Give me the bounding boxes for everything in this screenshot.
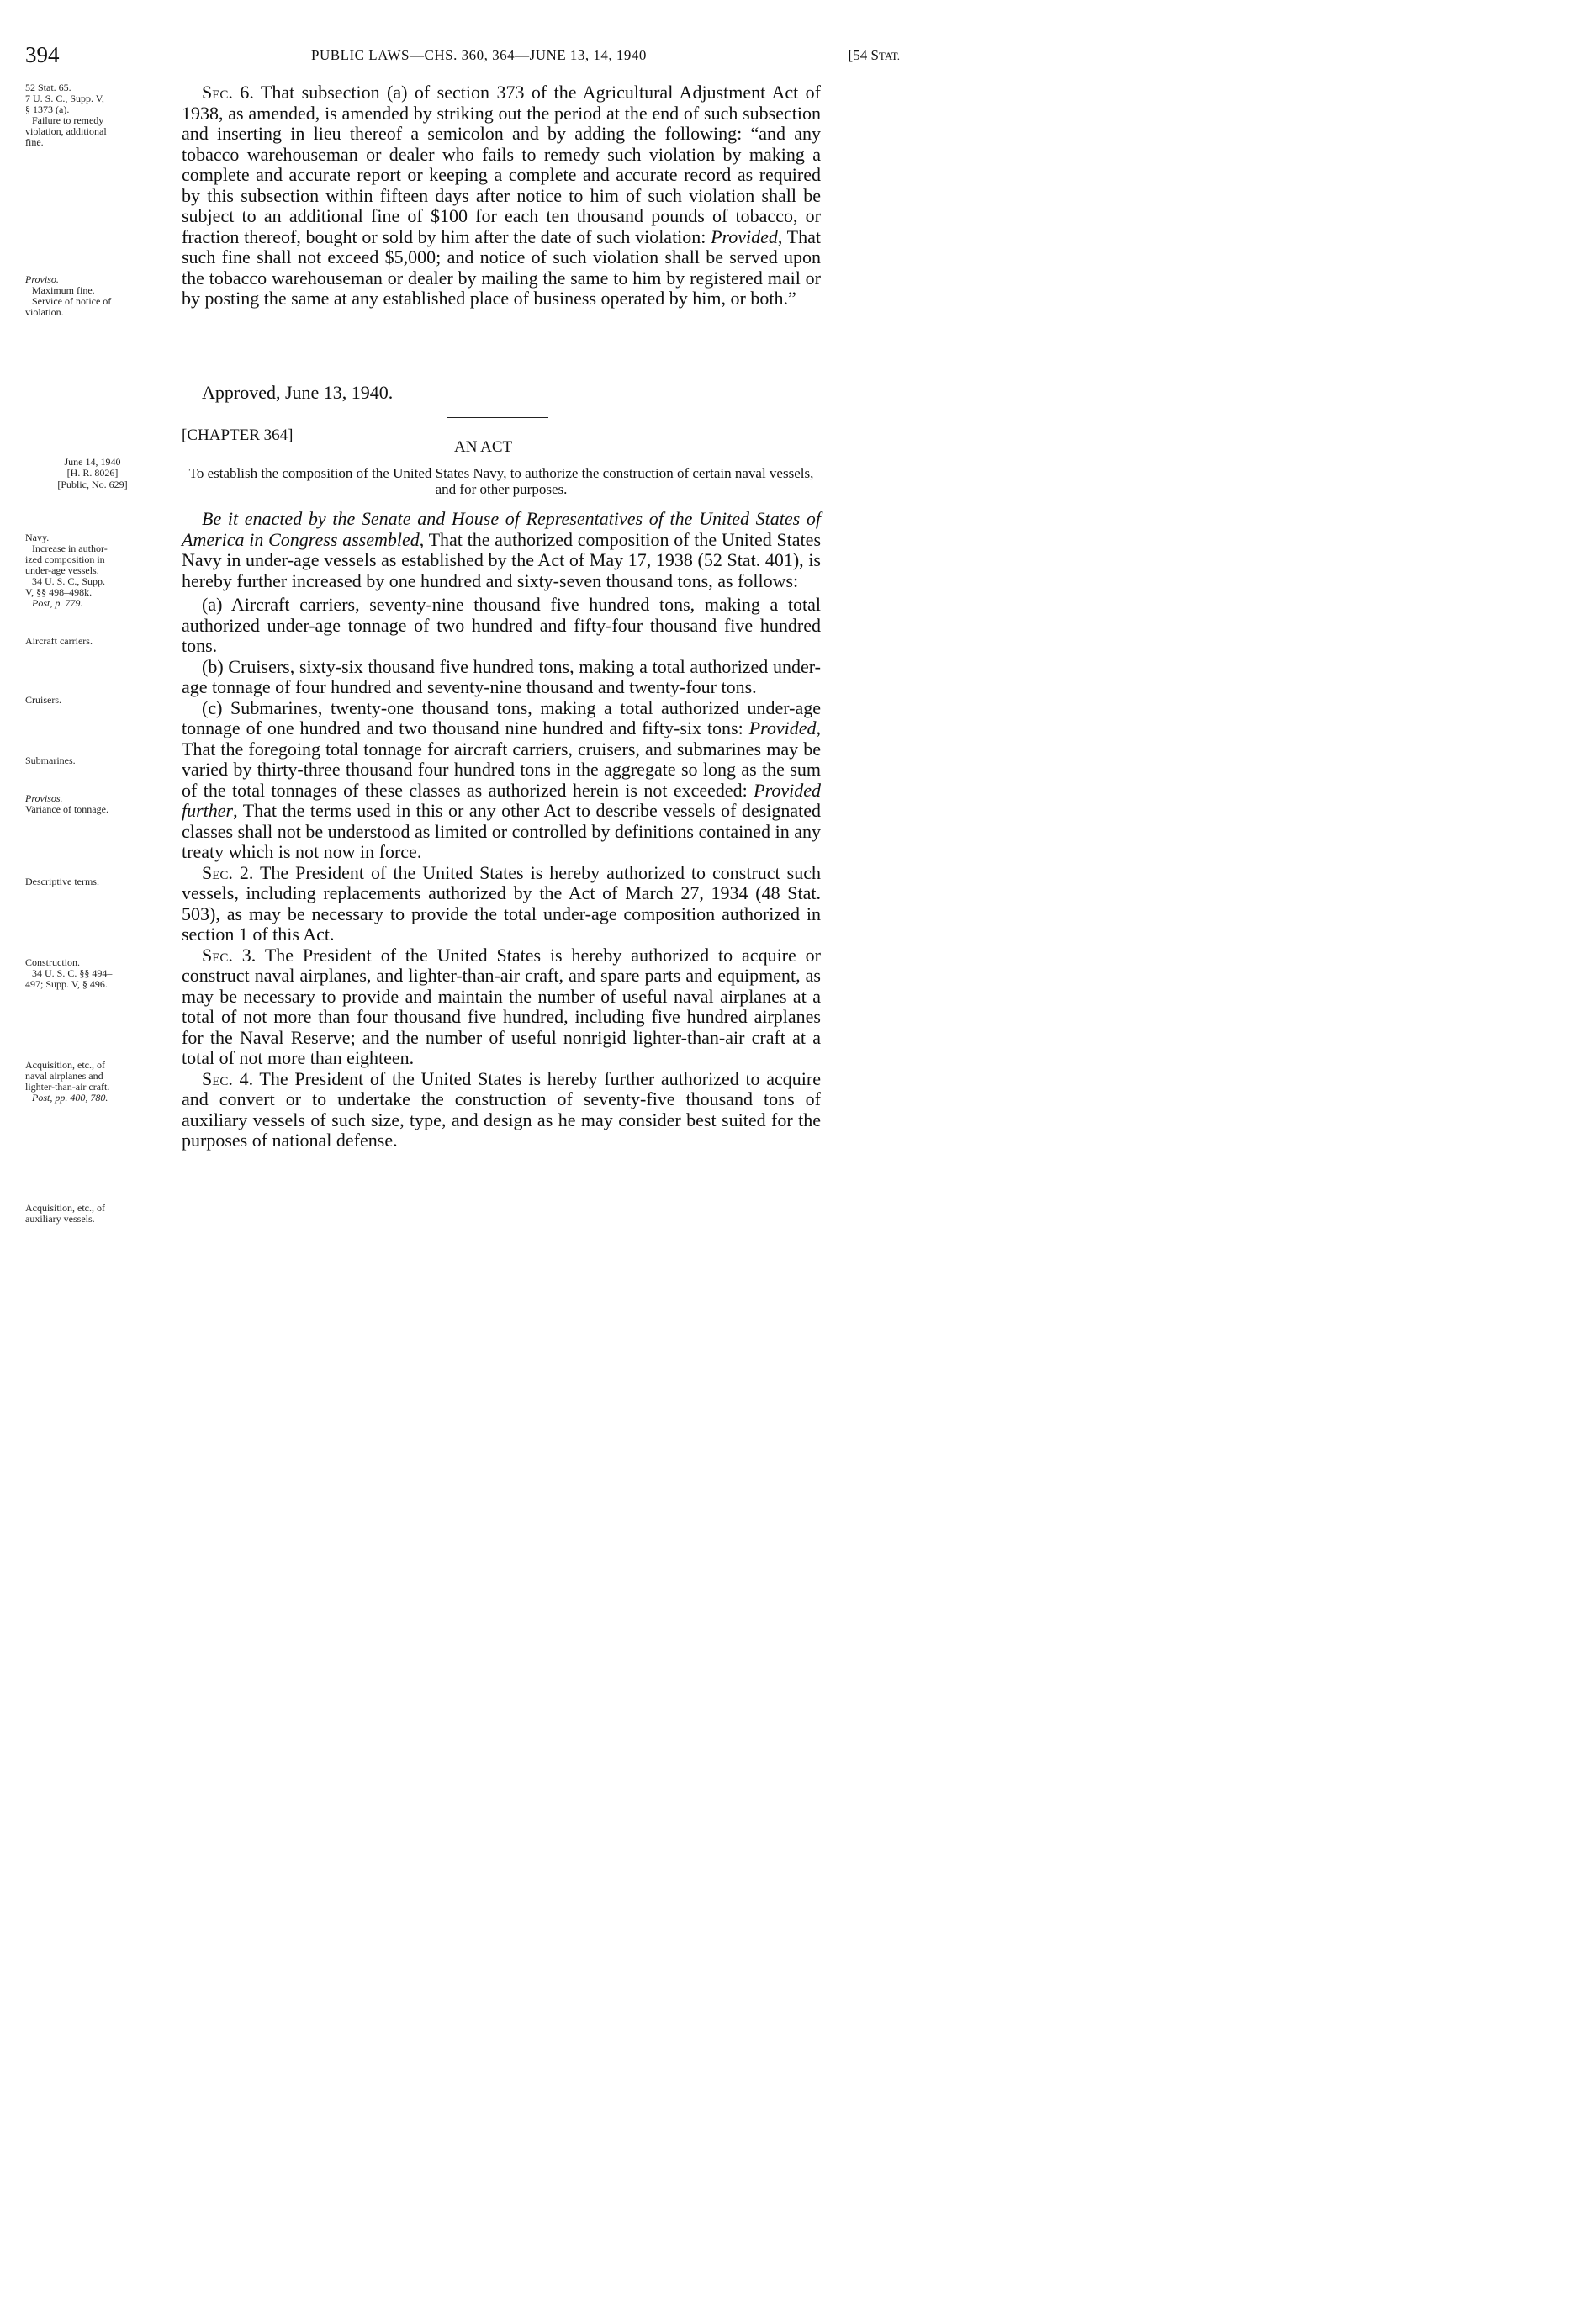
- act-title: To establish the composition of the United States Navy, to authorize the construction of certain naval vessels, and for other purposes.: [188, 465, 814, 497]
- paragraph-c: (c) Submarines, twenty-one thousand tons, making a total authorized under-age tonnage of one hundred and two thousand nine hundred and fifty-six tons: Provided, That the foregoing total tonnage for aircraft carriers, cruisers, and submarines may be varied by thirty-three thousand four hundred tons in the aggregate so long as the sum of the total tonnages of these classes as authorized herein is not exceeded: Provided further, That the terms used in this or any other Act to describe vessels of designated classes shall not be understood as limited or controlled by definitions contained in any treaty which is not now in force.: [182, 696, 821, 862]
- enacting-clause: Be it enacted by the Senate and House of Representatives of the United States of America in Congress assembled, That the authorized composition of the United States Navy in under-age vessels as established by the Act of May 17, 1938 (52 Stat. 401), is hereby further increased by one hundred and sixty-seven thousand tons, as follows:: [182, 508, 822, 591]
- margin-note-descriptive-terms: Descriptive terms.: [25, 876, 99, 887]
- document-page: [0, 0, 918, 1319]
- margin-note-naval-airplanes: Acquisition, etc., of naval airplanes and lighter-than-air craft. Post, pp. 400, 780.: [25, 1059, 110, 1104]
- act-body: [182, 509, 821, 1151]
- section-4: Sec. 4. The President of the United States is hereby further authorized to acquire and convert or to undertake the construction of seventy-five thousand tons of auxiliary vessels of such size, type, and design as he may consider best suited for the purposes of national defense.: [182, 1067, 821, 1151]
- section-3: Sec. 3. The President of the United States is hereby authorized to acquire or construct naval airplanes, and lighter-than-air craft, and spare parts and equipment, as may be necessary to provide and maintain the number of useful naval airplanes at a total of not more than four thousand five hundred, including five hundred airplanes for the Naval Reserve; and the number of useful nonrigid lighter-than-air craft at a total of not more than eighteen.: [182, 944, 821, 1068]
- margin-note-auxiliary-vessels: Acquisition, etc., of auxiliary vessels.: [25, 1202, 105, 1225]
- margin-note-submarines: Submarines.: [25, 754, 76, 766]
- page-number: 394: [25, 42, 60, 67]
- an-act-heading: AN ACT: [454, 438, 513, 456]
- paragraph-a: (a) Aircraft carriers, seventy-nine thousand five hundred tons, making a total authorized under-age tonnage of two hundred and fifty-four thousand five hundred tons.: [182, 594, 821, 656]
- chapter-divider: [447, 417, 548, 418]
- chapter-number: [CHAPTER 364]: [182, 426, 294, 444]
- margin-note-bill-info: June 14, 1940 [H. R. 8026] [Public, No. 629]: [57, 456, 128, 490]
- section-2: Sec. 2. The President of the United States is hereby authorized to construct such vessels, including replacements authorized by the Act of March 27, 1934 (48 Stat. 503), as may be necessary to provide the total under-age composition authorized in section 1 of this Act.: [182, 861, 821, 945]
- margin-note-provisos: Provisos. Variance of tonnage.: [25, 792, 108, 815]
- margin-note-construction: Construction. 34 U. S. C. §§ 494– 497; Supp. V, § 496.: [25, 956, 113, 990]
- margin-note-proviso: Proviso. Maximum fine. Service of notice of violation.: [25, 273, 112, 318]
- running-header: [25, 42, 900, 67]
- margin-note-sec6-citation: 52 Stat. 65. 7 U. S. C., Supp. V, § 1373 (a). Failure to remedy violation, additional fine.: [25, 82, 107, 148]
- header-title: PUBLIC LAWS—CHS. 360, 364—JUNE 13, 14, 1940: [311, 47, 647, 63]
- section-6: Sec. 6. That subsection (a) of section 373 of the Agricultural Adjustment Act of 1938, as amended, is amended by striking out the period at the end of such subsection and inserting in lieu thereof a semicolon and by adding the following: “and any tobacco warehouseman or dealer who fails to remedy such violation by making a complete and accurate report or keeping a complete and accurate record as required by this subsection within fifteen days after notice to him of such violation shall be subject to an additional fine of $100 for each ten thousand pounds of tobacco, or fraction thereof, bought or sold by him after the date of such violation: Provided, That such fine shall not exceed $5,000; and notice of such violation shall be served upon the tobacco warehouseman or dealer by mailing the same to him by registered mail or by posting the same at any established place of business operated by him, or both.”: [182, 82, 821, 309]
- approval-date: Approved, June 13, 1940.: [202, 382, 394, 403]
- margin-note-aircraft-carriers: Aircraft carriers.: [25, 635, 93, 647]
- paragraph-b: (b) Cruisers, sixty-six thousand five hundred tons, making a total authorized under-age tonnage of four hundred and seventy-nine thousand and twenty-four tons.: [182, 655, 821, 697]
- margin-note-cruisers: Cruisers.: [25, 694, 61, 706]
- margin-note-navy: Navy. Increase in author- ized composition in under-age vessels. 34 U. S. C., Supp. V, §§ 498–498k. Post, p. 779.: [25, 532, 108, 609]
- header-volume: [54 STAT.: [848, 47, 900, 63]
